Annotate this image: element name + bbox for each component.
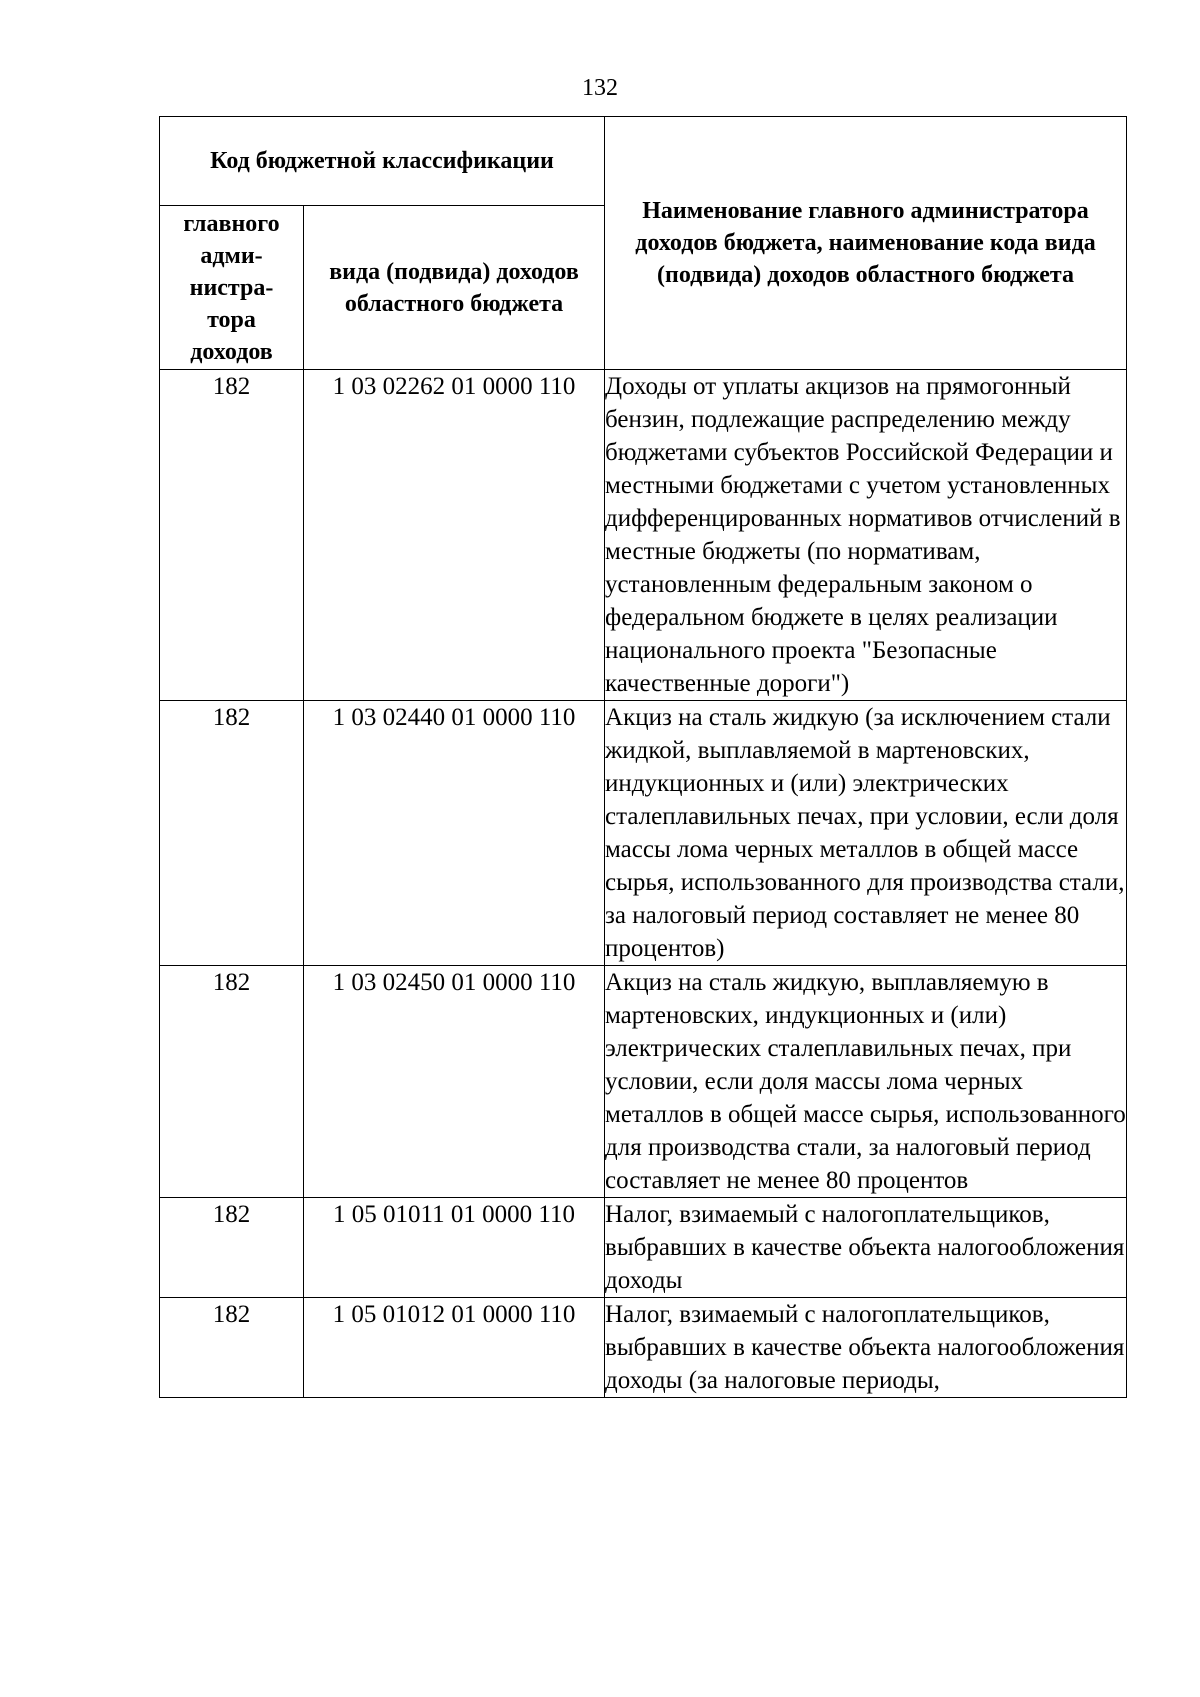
table-row (160, 966, 1127, 1198)
cell-income-description: Акциз на сталь жидкую, выплавляемую в мартеновских, индукционных и (или) электрических сталеплавильных печах, при условии, если доля массы лома черных металлов в общей массе сырья, использованного для производства стали, за налоговый период составляет не менее 80 процентов (605, 966, 1127, 1198)
cell-admin-code: 182 (160, 1198, 304, 1298)
cell-admin-code: 182 (160, 1298, 304, 1398)
cell-admin-code: 182 (160, 966, 304, 1198)
page-number: 132 (582, 75, 618, 101)
cell-income-code: 1 05 01011 01 0000 110 (304, 1198, 605, 1298)
cell-income-code: 1 05 01012 01 0000 110 (304, 1298, 605, 1398)
table-row (160, 370, 1127, 701)
cell-income-description: Налог, взимаемый с налогоплательщиков, выбравших в качестве объекта налогообложения доходы (за налоговые периоды, (605, 1298, 1127, 1398)
header-row-top (160, 117, 1127, 206)
header-chief-administrator-text: главного адми-нистра-тора доходов (183, 210, 280, 365)
header-budget-classification-code: Код бюджетной классификации (160, 117, 605, 206)
cell-admin-code: 182 (160, 370, 304, 701)
table-row (160, 1198, 1127, 1298)
cell-income-code: 1 03 02440 01 0000 110 (304, 701, 605, 966)
cell-income-description: Доходы от уплаты акцизов на прямогонный бензин, подлежащие распределению между бюджетами субъектов Российской Федерации и местными бюджетами с учетом установленных дифференцированных нормативов отчислений в местные бюджеты (по нормативам, установленным федеральным законом о федеральном бюджете в целях реализации национального проекта "Безопасные качественные дороги") (605, 370, 1127, 701)
header-chief-administrator (160, 206, 304, 370)
table-row (160, 701, 1127, 966)
table-row (160, 1298, 1127, 1398)
cell-income-code: 1 03 02262 01 0000 110 (304, 370, 605, 701)
header-income-kind: вида (подвида) доходов областного бюджета (304, 206, 605, 370)
cell-income-code: 1 03 02450 01 0000 110 (304, 966, 605, 1198)
cell-income-description: Акциз на сталь жидкую (за исключением стали жидкой, выплавляемой в мартеновских, индукционных и (или) электрических сталеплавильных печах, при условии, если доля массы лома черных металлов в общей массе сырья, использованного для производства стали, за налоговый период составляет не менее 80 процентов) (605, 701, 1127, 966)
header-administrator-name: Наименование главного администратора доходов бюджета, наименование кода вида (подвида) доходов областного бюджета (605, 117, 1127, 370)
budget-classification-table (159, 116, 1127, 1398)
cell-admin-code: 182 (160, 701, 304, 966)
cell-income-description: Налог, взимаемый с налогоплательщиков, выбравших в качестве объекта налогообложения доходы (605, 1198, 1127, 1298)
